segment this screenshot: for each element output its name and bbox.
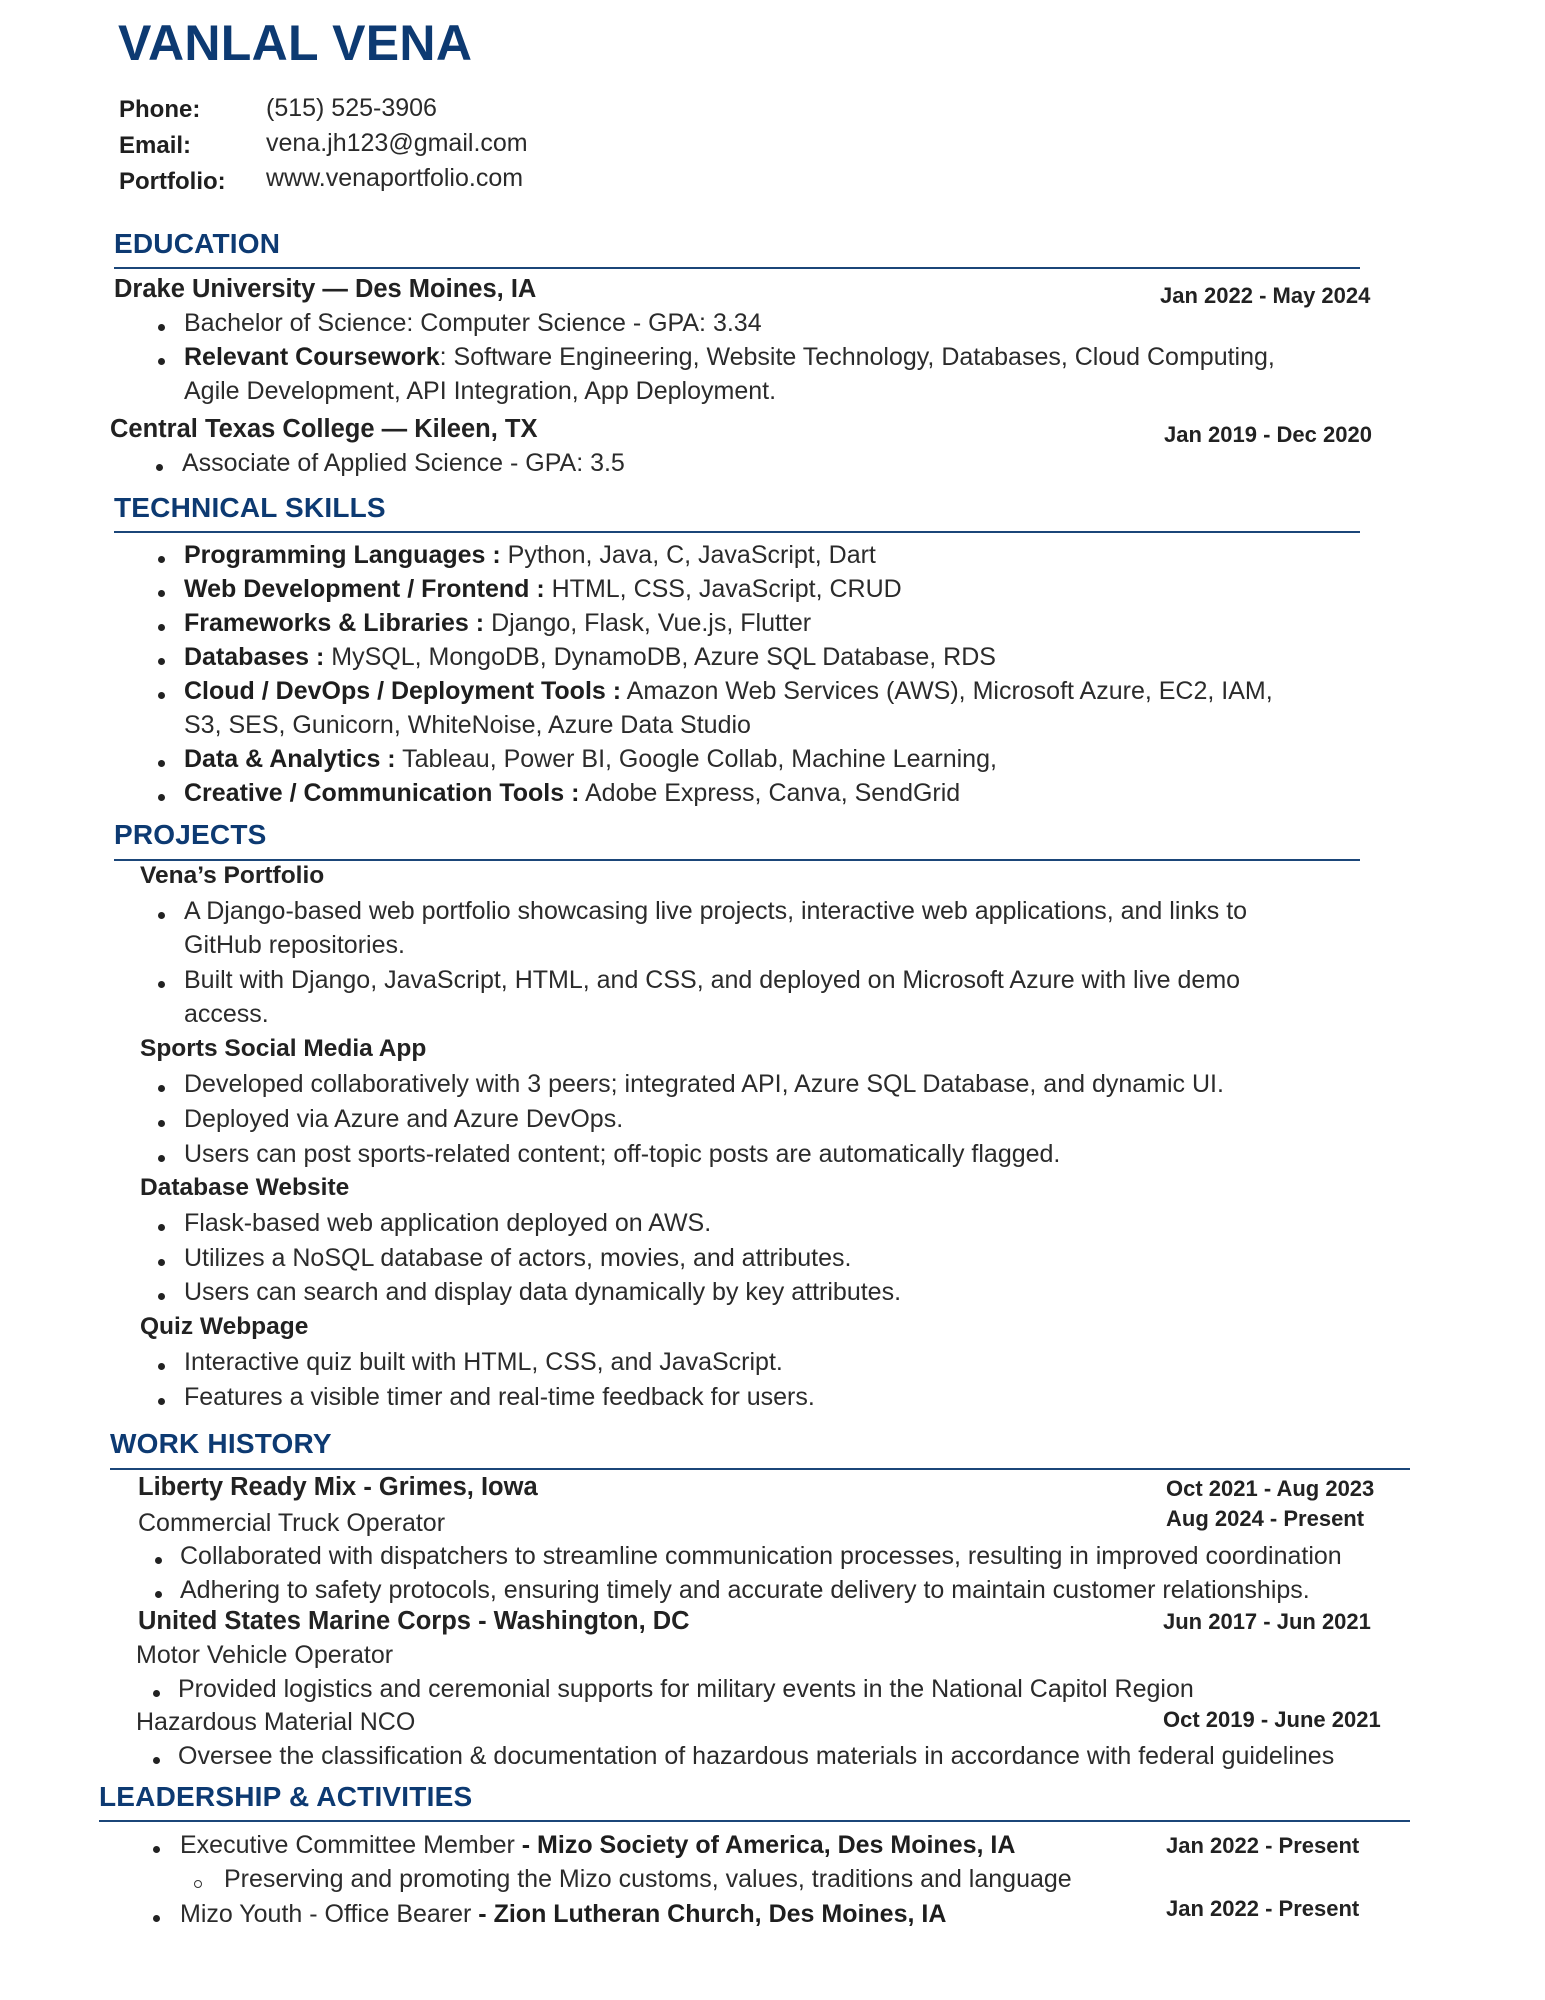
bullet-icon [158,556,165,563]
job-dates: Oct 2019 - June 2021 [1163,1707,1381,1732]
activity-dates: Jan 2022 - Present [1166,1896,1360,1921]
bullet-icon [158,658,165,665]
activity-dates: Jan 2022 - Present [1166,1833,1360,1858]
bullet-icon [158,760,165,767]
project-bullet-cont: GitHub repositories. [184,931,405,959]
skill-list: HTML, CSS, JavaScript, CRUD [544,575,902,603]
activity-org: - Zion Lutheran Church, Des Moines, IA [471,1900,947,1928]
section-title-projects: PROJECTS [114,819,267,850]
coursework-list: : Software Engineering, Website Technology, Databases, Cloud Computing, [439,343,1275,371]
skill-list: Adobe Express, Canva, SendGrid [579,779,961,807]
circle-bullet-icon [194,1880,202,1888]
bullet-icon [158,1398,165,1405]
school-name: Drake University — Des Moines, IA [114,275,537,303]
project-bullet: Flask-based web application deployed on AWS. [184,1209,712,1237]
bullet-icon [158,324,165,331]
activity-role: Mizo Youth - Office Bearer [180,1900,472,1928]
bullet-icon [153,1757,160,1764]
bullet-icon [153,1690,160,1697]
skill-category: Cloud / DevOps / Deployment Tools : [184,677,622,705]
bullet-icon [158,692,165,699]
bullet-icon [155,1591,162,1598]
project-title: Sports Social Media App [140,1035,427,1062]
degree-line: Bachelor of Science: Computer Science - GPA: 3.34 [184,309,762,337]
portfolio-label: Portfolio: [119,168,226,195]
project-bullet: Developed collaboratively with 3 peers; integrated API, Azure SQL Database, and dynamic UI. [184,1070,1224,1098]
skill-category: Frameworks & Libraries : [184,609,485,637]
bullet-icon [158,1293,165,1300]
activity-role: Executive Committee Member [180,1831,515,1859]
skill-list: Tableau, Power BI, Google Collab, Machine Learning, [395,745,997,773]
section-divider [114,859,1360,861]
phone-value: (515) 525-3906 [266,94,437,122]
section-divider [110,1468,1410,1470]
job-bullet: Provided logistics and ceremonial supports for military events in the National Capitol Region [178,1675,1194,1703]
skill-row [184,643,996,672]
project-title: Database Website [140,1174,350,1201]
project-bullet: Features a visible timer and real-time feedback for users. [184,1383,815,1411]
job-dates: Aug 2024 - Present [1166,1506,1365,1531]
skill-category: Data & Analytics : [184,745,396,773]
job-bullet: Collaborated with dispatchers to streamline communication processes, resulting in improved coordination [180,1542,1342,1570]
phone-label: Phone: [119,96,201,123]
project-bullet: Users can post sports-related content; off-topic posts are automatically flagged. [184,1140,1061,1168]
section-title-leadership: LEADERSHIP & ACTIVITIES [99,1781,473,1812]
section-title-skills: TECHNICAL SKILLS [114,492,386,523]
bullet-icon [158,590,165,597]
bullet-icon [155,1557,162,1564]
job-bullet: Oversee the classification & documentation of hazardous materials in accordance with federal guidelines [178,1742,1335,1770]
bullet-icon [158,1259,165,1266]
coursework-label: Relevant Coursework [184,343,440,371]
employer-name: Liberty Ready Mix - Grimes, Iowa [138,1473,538,1501]
bullet-icon [158,1155,165,1162]
skill-row [184,677,1273,706]
section-divider [114,531,1360,533]
activity-line [180,1831,1015,1860]
activity-sub-line: Preserving and promoting the Mizo customs, values, traditions and language [224,1865,1072,1893]
job-dates: Oct 2021 - Aug 2023 [1166,1476,1375,1501]
degree-line: Associate of Applied Science - GPA: 3.5 [182,449,625,477]
bullet-icon [158,794,165,801]
section-title-work: WORK HISTORY [110,1428,332,1459]
bullet-icon [153,1915,160,1922]
job-dates: Jun 2017 - Jun 2021 [1163,1609,1371,1634]
skill-row-cont: S3, SES, Gunicorn, WhiteNoise, Azure Data Studio [184,711,751,739]
bullet-icon [158,912,165,919]
section-divider [99,1820,1410,1822]
job-role: Commercial Truck Operator [138,1509,446,1537]
project-bullet-cont: access. [184,1000,269,1028]
school-dates: Jan 2019 - Dec 2020 [1164,422,1372,447]
school-dates: Jan 2022 - May 2024 [1160,283,1371,308]
bullet-icon [156,464,163,471]
job-role: Hazardous Material NCO [136,1708,416,1736]
email-value[interactable]: vena.jh123@gmail.com [266,129,528,157]
project-title: Vena’s Portfolio [140,862,325,889]
bullet-icon [158,1224,165,1231]
candidate-name: VANLAL VENA [118,15,473,71]
activity-org: - Mizo Society of America, Des Moines, IA [514,1831,1016,1859]
project-bullet: Deployed via Azure and Azure DevOps. [184,1105,624,1133]
skill-row [184,779,960,808]
bullet-icon [153,1846,160,1853]
skill-category: Web Development / Frontend : [184,575,545,603]
bullet-icon [158,358,165,365]
project-bullet: Users can search and display data dynamically by key attributes. [184,1278,902,1306]
skill-category: Databases : [184,643,325,671]
skill-row [184,609,811,638]
skill-list: Django, Flask, Vue.js, Flutter [484,609,812,637]
bullet-icon [158,1085,165,1092]
job-bullet: Adhering to safety protocols, ensuring timely and accurate delivery to maintain customer relationships. [180,1576,1310,1604]
skill-row [184,745,997,774]
bullet-icon [158,1363,165,1370]
skill-category: Programming Languages : [184,541,501,569]
school-name: Central Texas College — Kileen, TX [110,415,538,443]
project-bullet: Utilizes a NoSQL database of actors, movies, and attributes. [184,1244,852,1272]
project-bullet: Interactive quiz built with HTML, CSS, and JavaScript. [184,1348,783,1376]
project-bullet: A Django-based web portfolio showcasing live projects, interactive web applications, and links to [184,897,1248,925]
job-role: Motor Vehicle Operator [136,1641,394,1669]
coursework-line-cont: Agile Development, API Integration, App Deployment. [184,377,777,405]
activity-line [180,1900,946,1929]
employer-name: United States Marine Corps - Washington, DC [138,1607,690,1635]
skill-category: Creative / Communication Tools : [184,779,580,807]
skill-list: MySQL, MongoDB, DynamoDB, Azure SQL Database, RDS [324,643,996,671]
portfolio-link[interactable]: www.venaportfolio.com [266,164,524,192]
section-divider [114,267,1360,269]
project-bullet: Built with Django, JavaScript, HTML, and CSS, and deployed on Microsoft Azure with live demo [184,966,1241,994]
skill-row [184,541,876,570]
email-label: Email: [119,132,192,159]
skill-list: Amazon Web Services (AWS), Microsoft Azure, EC2, IAM, [621,677,1273,705]
skill-list: Python, Java, C, JavaScript, Dart [500,541,876,569]
bullet-icon [158,624,165,631]
section-title-education: EDUCATION [114,228,281,259]
project-title: Quiz Webpage [140,1313,309,1340]
bullet-icon [158,981,165,988]
bullet-icon [158,1120,165,1127]
coursework-line [184,343,1275,372]
skill-row [184,575,902,604]
